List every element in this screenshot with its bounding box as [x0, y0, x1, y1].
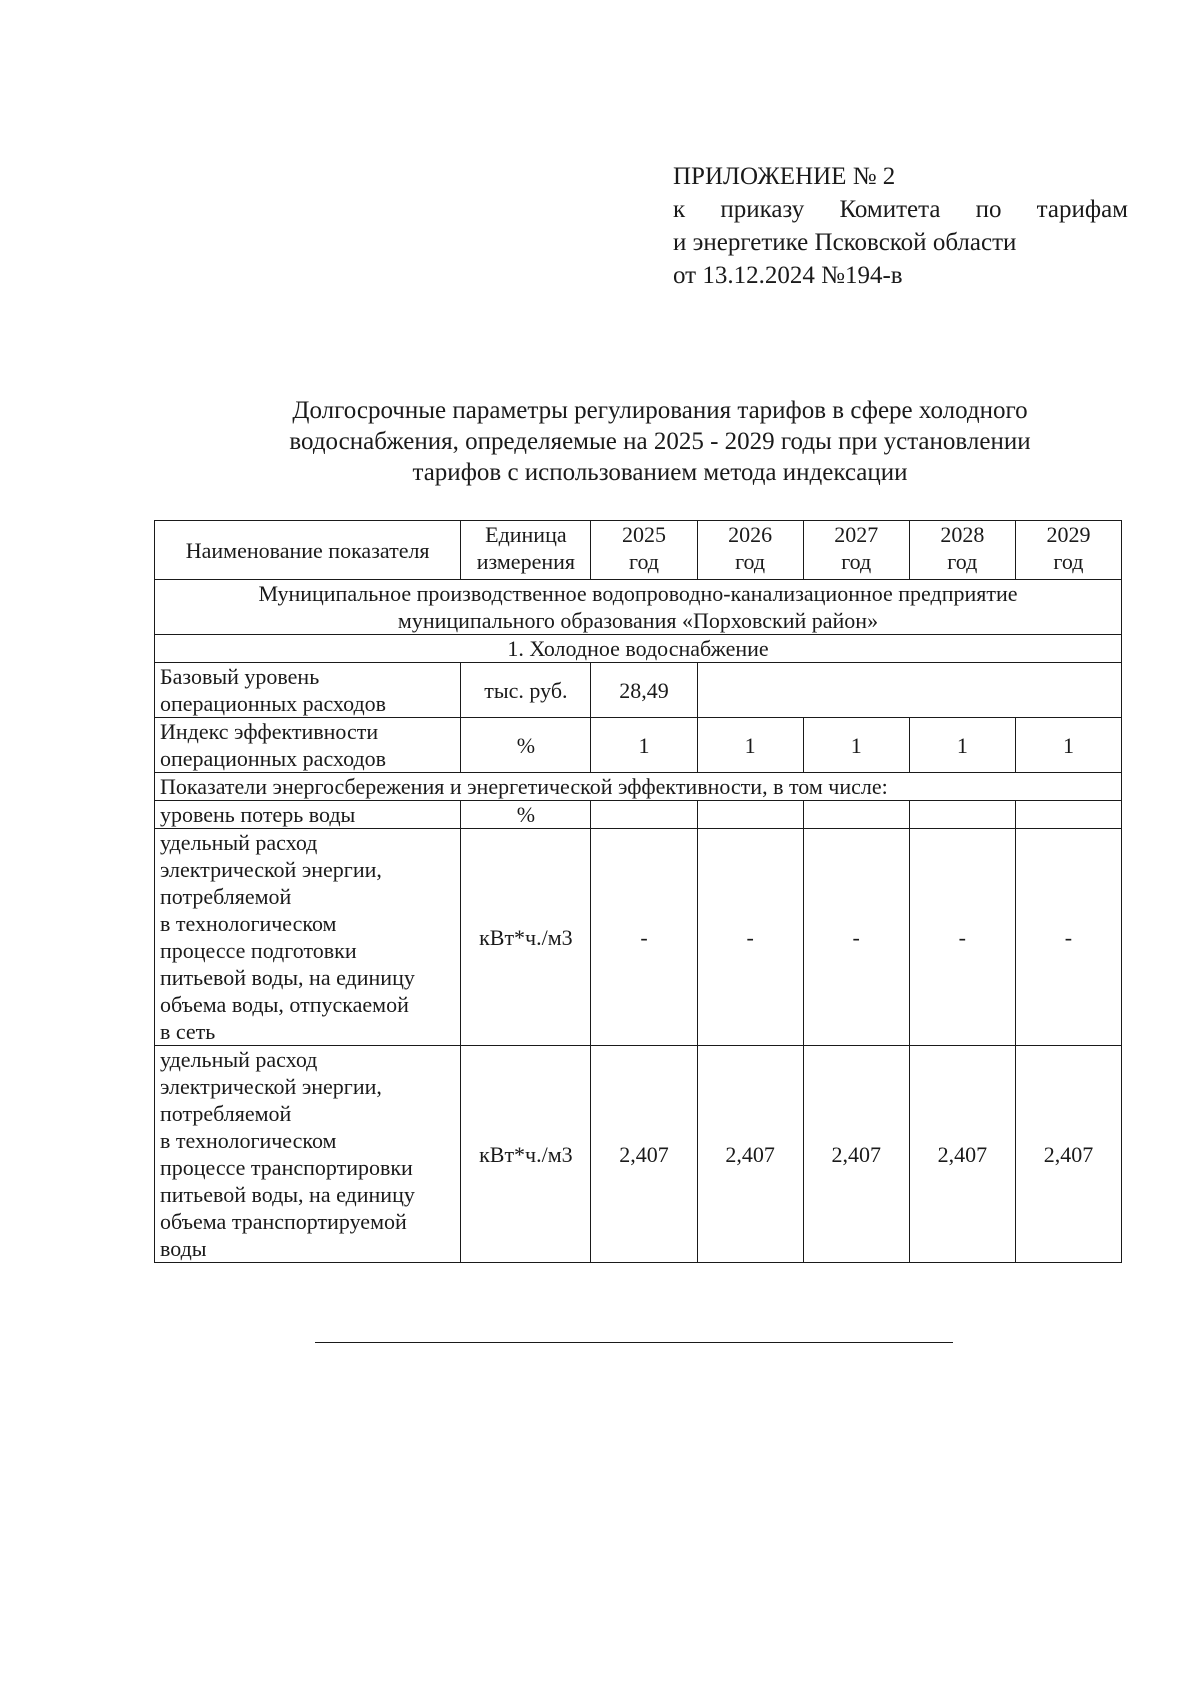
- title-line: водоснабжения, определяемые на 2025 - 2029 годы при установлении: [289, 428, 1031, 455]
- row-value-2029: 1: [1015, 718, 1121, 773]
- section-title: 1. Холодное водоснабжение: [155, 635, 1122, 663]
- header-year-2027: 2027 год: [803, 521, 909, 580]
- section-row: [155, 635, 1122, 663]
- row-value-2025: 1: [591, 718, 697, 773]
- appendix-date: от 13.12.2024 №194-в: [673, 262, 903, 289]
- row-unit: %: [461, 718, 591, 773]
- row-value-2025: 28,49: [591, 663, 697, 718]
- row-value-2028: [909, 801, 1015, 829]
- row-value-2028: 1: [909, 718, 1015, 773]
- row-value-2028: 2,407: [909, 1046, 1015, 1263]
- row-value-2027: 2,407: [803, 1046, 909, 1263]
- row-unit: кВт*ч./м3: [461, 829, 591, 1046]
- table-row: [155, 718, 1122, 773]
- table-row: [155, 1046, 1122, 1263]
- row-value-2026: 1: [697, 718, 803, 773]
- header-year-2026: 2026 год: [697, 521, 803, 580]
- row-value-2028: -: [909, 829, 1015, 1046]
- header-year-2029: 2029 год: [1015, 521, 1121, 580]
- table-row: [155, 801, 1122, 829]
- title-line: Долгосрочные параметры регулирования тарифов в сфере холодного: [292, 397, 1028, 424]
- row-value-2026: -: [697, 829, 803, 1046]
- table-row: [155, 663, 1122, 718]
- table-header-row: [155, 521, 1122, 580]
- title-line: тарифов с использованием метода индексации: [412, 459, 908, 486]
- appendix-order-ref: к приказу Комитета по тарифам: [673, 196, 1128, 223]
- parameters-table: [154, 520, 1122, 1263]
- energy-header: Показатели энергосбережения и энергетической эффективности, в том числе:: [155, 773, 1122, 801]
- row-value-2027: 1: [803, 718, 909, 773]
- row-name: удельный расход электрической энергии, потребляемой в технологическом процессе транспортировки питьевой воды, на единицу объема транспортируемой воды: [155, 1046, 461, 1263]
- row-value-2027: [803, 801, 909, 829]
- row-unit: %: [461, 801, 591, 829]
- row-unit: тыс. руб.: [461, 663, 591, 718]
- row-value-2025: 2,407: [591, 1046, 697, 1263]
- row-unit: кВт*ч./м3: [461, 1046, 591, 1263]
- table-row: [155, 829, 1122, 1046]
- row-value-2029: 2,407: [1015, 1046, 1121, 1263]
- appendix-committee: и энергетике Псковской области: [673, 229, 1017, 256]
- appendix-heading: [673, 160, 1128, 292]
- appendix-number: ПРИЛОЖЕНИЕ № 2: [673, 163, 896, 190]
- row-value-2027: -: [803, 829, 909, 1046]
- row-value-2026: 2,407: [697, 1046, 803, 1263]
- row-value-2025: [591, 801, 697, 829]
- row-name: уровень потерь воды: [155, 801, 461, 829]
- header-unit: Единица измерения: [461, 521, 591, 580]
- row-value-2026: [697, 801, 803, 829]
- row-value-empty: [697, 663, 1121, 718]
- energy-header-row: [155, 773, 1122, 801]
- row-name: удельный расход электрической энергии, потребляемой в технологическом процессе подготовки питьевой воды, на единицу объема воды, отпускаемой в сеть: [155, 829, 461, 1046]
- document-title: [200, 395, 1120, 488]
- row-value-2029: -: [1015, 829, 1121, 1046]
- closing-rule: [315, 1342, 953, 1343]
- row-value-2029: [1015, 801, 1121, 829]
- organization-row: [155, 580, 1122, 635]
- header-year-2028: 2028 год: [909, 521, 1015, 580]
- header-name: Наименование показателя: [155, 521, 461, 580]
- header-year-2025: 2025 год: [591, 521, 697, 580]
- row-name: Базовый уровень операционных расходов: [155, 663, 461, 718]
- organization-name: Муниципальное производственное водопроводно-канализационное предприятие муниципального образования «Порховский район»: [155, 580, 1122, 635]
- row-value-2025: -: [591, 829, 697, 1046]
- row-name: Индекс эффективности операционных расходов: [155, 718, 461, 773]
